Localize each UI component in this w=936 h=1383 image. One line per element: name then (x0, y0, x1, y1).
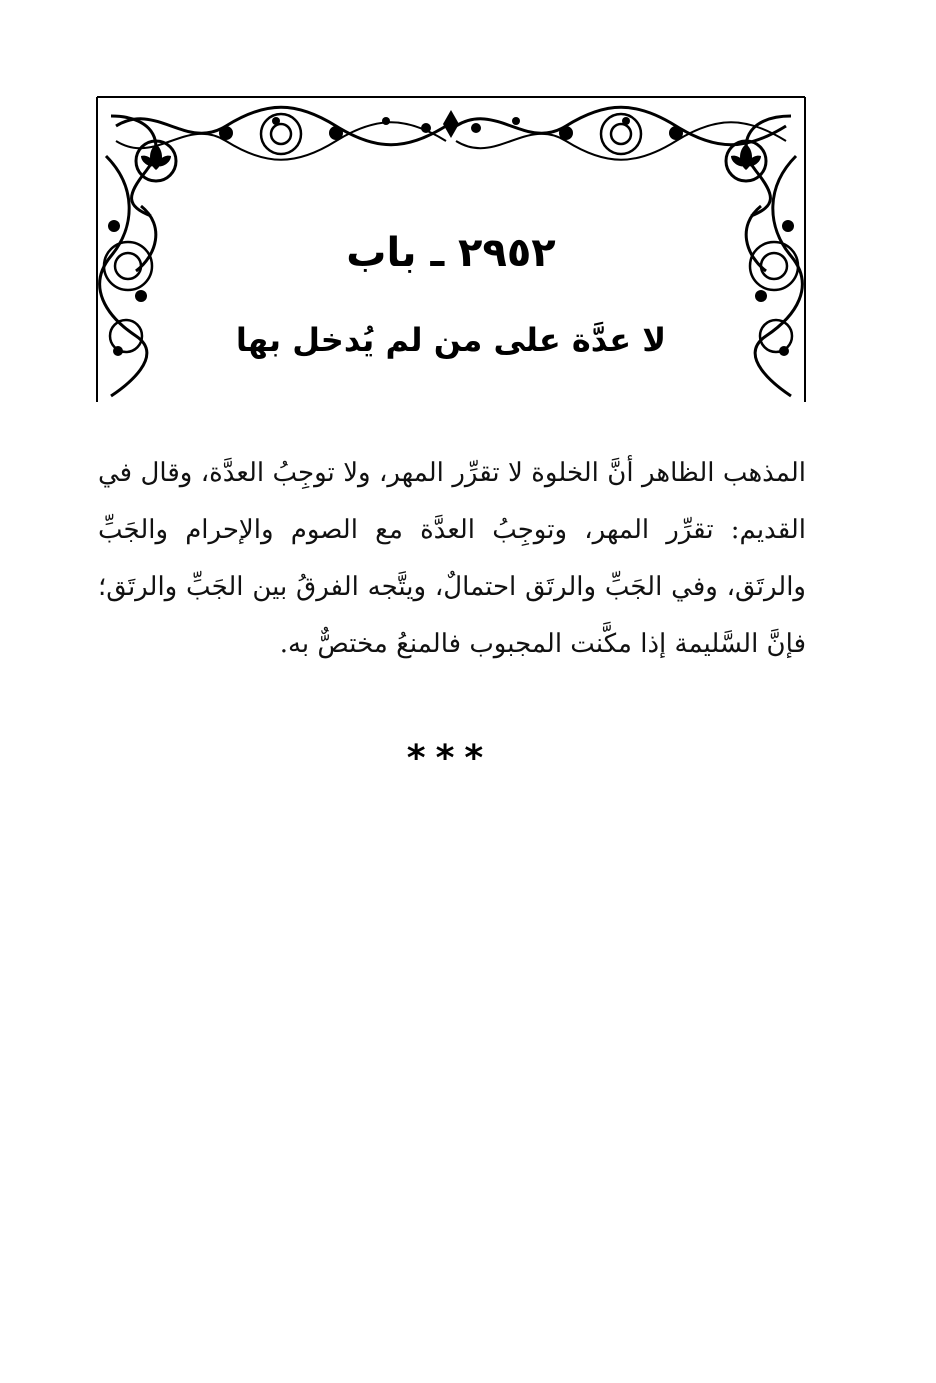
chapter-title: لا عدَّة على من لم يُدخل بها (235, 321, 667, 359)
section-separator: *** (406, 738, 494, 779)
chapter-number: ٢٩٥٢ ـ باب (346, 230, 556, 276)
body-paragraph: المذهب الظاهر أنَّ الخلوة لا تقرِّر المهر، ولا توجِبُ العدَّة، وقال في القديم: تقرِّر المهر، وتوجِبُ العدَّة مع الصوم والإحرام والجَبِّ والرتَق، وفي الجَبِّ والرتَق احتمالٌ، ويتَّجه الفرقُ بين الجَبِّ والرتَق؛ فإنَّ السَّليمة إذا مكَّنت المجبوب فالمنعُ مختصٌّ به. (98, 458, 806, 659)
